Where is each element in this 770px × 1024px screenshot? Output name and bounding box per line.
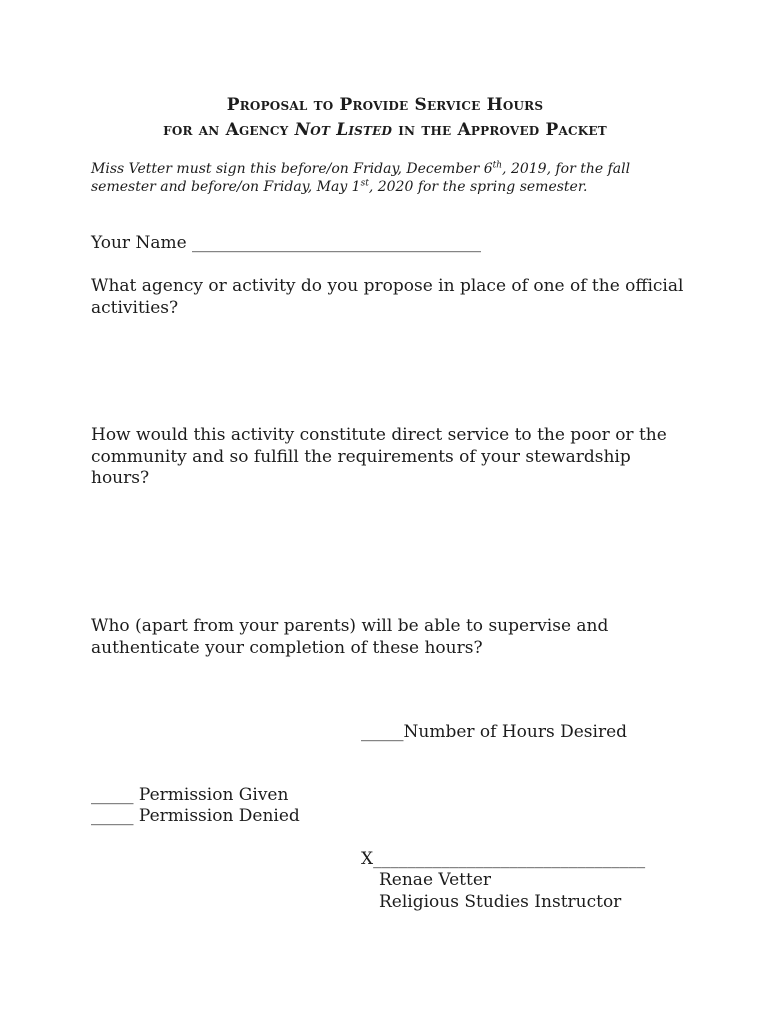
hours-desired-field[interactable]: _____Number of Hours Desired [361, 722, 628, 742]
title-line-2-b: in the Approved Packet [392, 120, 607, 140]
question-agency: What agency or activity do you propose in place of one of the official activities? [91, 276, 684, 318]
note-sup-2: st [360, 178, 369, 189]
note-part-2: , 2019, for the fall semester and before/on Friday, May 1 [91, 161, 631, 195]
note-part-1: Miss Vetter must sign this before/on Friday, December 6 [91, 161, 493, 177]
note-part-3: , 2020 for the spring semester. [368, 179, 588, 195]
signer-role: Religious Studies Instructor [379, 892, 622, 912]
question-direct-service: How would this activity constitute direct service to the poor or the community and so fulfill the requirements of your stewardship hours? [91, 425, 667, 488]
title-line-2 [0, 120, 770, 140]
note-sup-1: th [492, 160, 503, 171]
title-line-2-emphasis: Not Listed [294, 120, 393, 140]
title-line-1: Proposal to Provide Service Hours [226, 95, 544, 115]
signer-name: Renae Vetter [379, 870, 492, 890]
deadline-note [91, 160, 681, 196]
signature-line[interactable]: X________________________________ [361, 849, 646, 869]
permission-denied-field[interactable]: _____ Permission Denied [91, 806, 300, 826]
question-supervisor: Who (apart from your parents) will be able to supervise and authenticate your completion of these hours? [91, 616, 609, 658]
title-line-2-a: for an Agency [163, 120, 295, 140]
your-name-field[interactable]: Your Name __________________________________ [91, 233, 482, 253]
permission-given-field[interactable]: _____ Permission Given [91, 785, 289, 805]
